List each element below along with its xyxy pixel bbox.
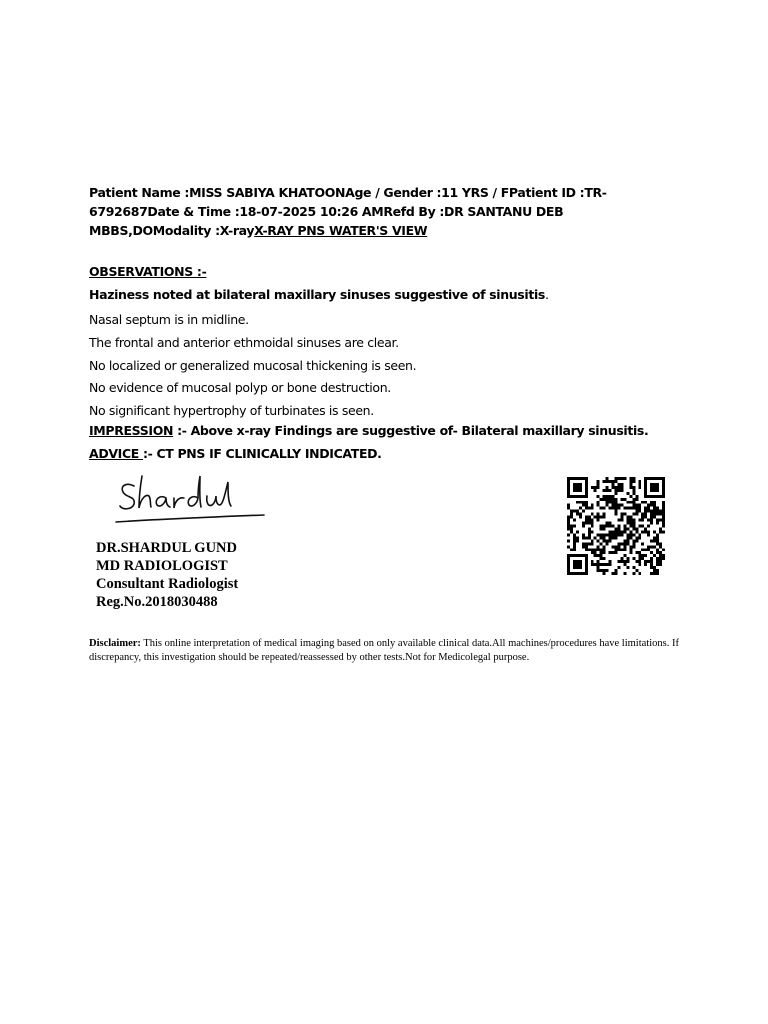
doctor-reg-no: Reg.No.2018030488	[96, 594, 218, 610]
doctor-details	[96, 539, 238, 611]
disclaimer-label: Disclaimer:	[89, 638, 141, 649]
patient-header	[89, 183, 674, 240]
doctor-name: DR.SHARDUL GUND	[96, 540, 237, 556]
advice-label: ADVICE	[89, 446, 143, 461]
main-finding-period: .	[544, 287, 549, 302]
doctor-title: Consultant Radiologist	[96, 576, 239, 592]
observation-line: No significant hypertrophy of turbinates is seen.	[89, 403, 374, 419]
impression-text: :- Above x-ray Findings are suggestive of- Bilateral maxillary sinusitis.	[173, 423, 649, 438]
observation-line: The frontal and anterior ethmoidal sinuses are clear.	[89, 334, 399, 350]
qr-code-icon	[567, 477, 665, 575]
study-name: X-RAY PNS WATER'S VIEW	[254, 223, 428, 238]
advice-text: :- CT PNS IF CLINICALLY INDICATED.	[143, 446, 382, 461]
advice	[89, 445, 382, 463]
observation-lines	[89, 309, 689, 423]
observation-line: Nasal septum is in midline.	[89, 312, 249, 327]
disclaimer	[89, 637, 689, 665]
main-finding	[89, 286, 689, 304]
impression	[89, 422, 648, 440]
main-finding-text: Haziness noted at bilateral maxillary sinuses suggestive of sinusitis	[89, 287, 545, 302]
doctor-degree: MD RADIOLOGIST	[96, 558, 228, 574]
observation-line: No localized or generalized mucosal thickening is seen.	[89, 357, 417, 373]
observation-line: No evidence of mucosal polyp or bone destruction.	[89, 380, 391, 396]
impression-label: IMPRESSION	[89, 423, 174, 438]
disclaimer-text: This online interpretation of medical imaging based on only available clinical data.All machines/procedures have limitations. If discrepancy, this investigation should be repeated/reassessed by other tests.Not for Medicolegal purpose.	[89, 638, 679, 663]
patient-details: Patient Name :MISS SABIYA KHATOONAge / Gender :11 YRS / FPatient ID :TR-6792687Date & Time :18-07-2025 10:26 AMRefd By :DR SANTANU DEB MBBS,DOModality :X-ray	[89, 185, 607, 238]
observations-heading: OBSERVATIONS :-	[89, 264, 207, 279]
handwritten-signature	[112, 472, 272, 528]
